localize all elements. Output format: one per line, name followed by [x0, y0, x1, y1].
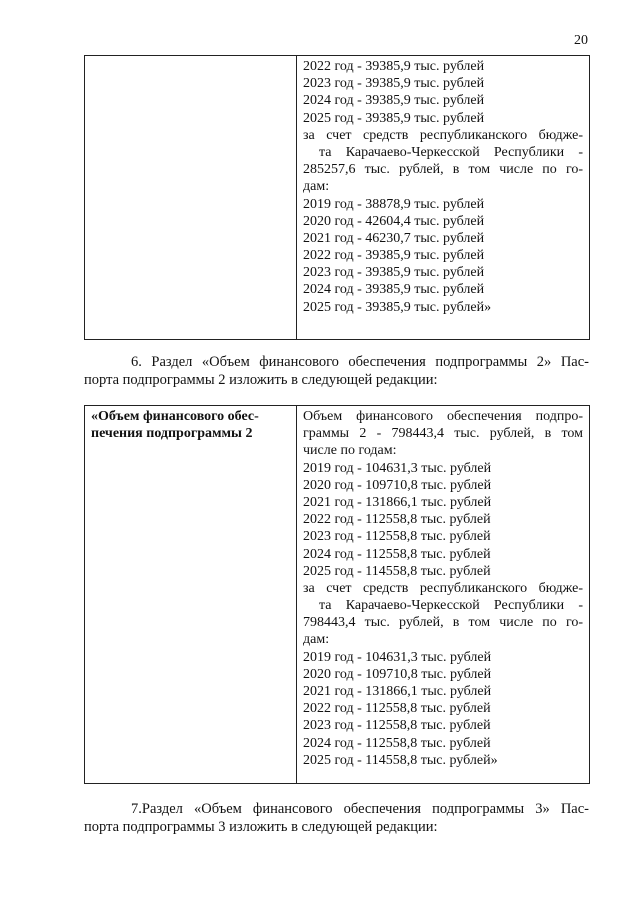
table-left-cell: [85, 406, 297, 784]
section-heading-line: печения подпрограммы 2: [91, 426, 253, 442]
financing-line: за счет средств республиканского бюдже-: [303, 580, 583, 596]
paragraph-line: порта подпрограммы 2 изложить в следующей редакции:: [84, 372, 438, 388]
table-right-cell: [297, 56, 590, 340]
financing-line: Объем финансового обеспечения подпро-: [303, 409, 583, 424]
paragraph-line: 6. Раздел «Объем финансового обеспечения подпрограммы 2» Пас-: [131, 354, 589, 370]
financing-line: дам:: [303, 632, 330, 648]
financing-line: 2024 год - 39385,9 тыс. рублей: [303, 282, 485, 298]
financing-line: 2023 год - 39385,9 тыс. рублей: [303, 265, 485, 281]
paragraph-6: [84, 353, 589, 389]
financing-line: 2023 год - 112558,8 тыс. рублей: [303, 718, 491, 734]
financing-line: граммы 2 - 798443,4 тыс. рублей, в том: [303, 426, 583, 442]
financing-line: 285257,6 тыс. рублей, в том числе по го-: [303, 162, 583, 178]
financing-line: 2022 год - 112558,8 тыс. рублей: [303, 512, 491, 528]
page-number: 20: [574, 33, 588, 48]
paragraph-line: 7.Раздел «Объем финансового обеспечения подпрограммы 3» Пас-: [131, 801, 589, 817]
financing-line: 2020 год - 109710,8 тыс. рублей: [303, 666, 492, 682]
financing-line: за счет средств республиканского бюдже-: [303, 127, 583, 143]
financing-line: 2019 год - 38878,9 тыс. рублей: [303, 196, 485, 212]
financing-line: 2024 год - 112558,8 тыс. рублей: [303, 735, 491, 751]
table-row: [85, 56, 590, 340]
financing-line: 2025 год - 114558,8 тыс. рублей»: [303, 752, 498, 768]
financing-line: 2025 год - 39385,9 тыс. рублей: [303, 110, 485, 126]
financing-line: 2020 год - 42604,4 тыс. рублей: [303, 213, 485, 229]
financing-table-subprogram-2: [84, 405, 590, 784]
section-heading-line: «Объем финансового обес-: [91, 409, 259, 424]
financing-line: 798443,4 тыс. рублей, в том числе по го-: [303, 615, 583, 631]
financing-line: 2019 год - 104631,3 тыс. рублей: [303, 460, 492, 476]
financing-line: 2021 год - 46230,7 тыс. рублей: [303, 230, 485, 246]
table-right-cell: [297, 406, 590, 784]
paragraph-7: [84, 800, 589, 836]
paragraph-line: порта подпрограммы 3 изложить в следующей редакции:: [84, 819, 438, 835]
table-left-cell: [85, 56, 297, 340]
financing-line: 2022 год - 112558,8 тыс. рублей: [303, 701, 491, 717]
financing-line: дам:: [303, 179, 330, 195]
financing-line: 2024 год - 39385,9 тыс. рублей: [303, 93, 485, 109]
financing-line: 2019 год - 104631,3 тыс. рублей: [303, 649, 492, 665]
financing-line: 2022 год - 39385,9 тыс. рублей: [303, 59, 485, 74]
financing-line: числе по годам:: [303, 443, 397, 459]
financing-line: 2022 год - 39385,9 тыс. рублей: [303, 248, 485, 264]
financing-line: 2021 год - 131866,1 тыс. рублей: [303, 684, 492, 699]
financing-line: та Карачаево-Черкесской Республики -: [319, 598, 583, 614]
financing-line: 2021 год - 131866,1 тыс. рублей: [303, 494, 492, 510]
financing-line: 2020 год - 109710,8 тыс. рублей: [303, 477, 492, 493]
financing-line: та Карачаево-Черкесской Республики -: [319, 144, 583, 160]
financing-line: 2023 год - 39385,9 тыс. рублей: [303, 76, 485, 92]
financing-line: 2025 год - 39385,9 тыс. рублей»: [303, 299, 492, 315]
financing-line: 2024 год - 112558,8 тыс. рублей: [303, 546, 491, 562]
financing-table-continued: [84, 55, 590, 340]
table-row: [85, 406, 590, 784]
financing-line: 2025 год - 114558,8 тыс. рублей: [303, 563, 491, 579]
financing-line: 2023 год - 112558,8 тыс. рублей: [303, 529, 491, 545]
